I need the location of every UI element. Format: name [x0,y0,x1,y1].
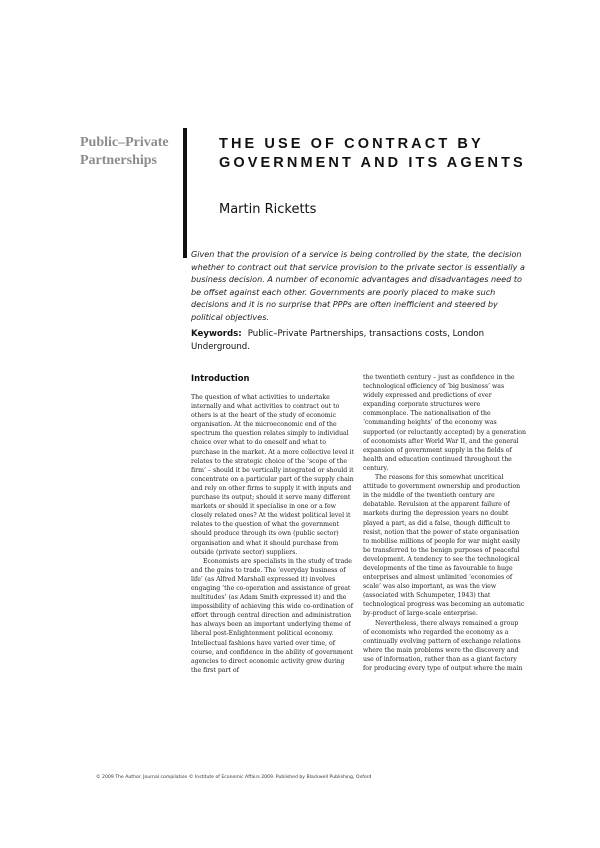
section-label: Public–Private Partnerships [80,135,169,168]
paragraph: The question of what activities to undertake internally and what activities to contract out to others is at the heart of the study of economic organisation. At the microeconomic end of the spectrum the question relates simply to individual choice over what to do oneself and what to purchase in the market. At a more collective level it relates to the strategic choice of the ‘scope of the firm’ – should it be vertically integrated or should it concentrate on a particular part of the supply chain and rely on other firms to supply it with inputs and purchase its output; should it serve many different markets or should it specialise in one or a few closely related ones? At the widest political level it relates to the question of what the government should produce through its own (public sector) organisation and what it should purchase from outside (private sector) suppliers. [191,394,354,556]
body-column-right [363,373,526,673]
paragraph: The reasons for this somewhat uncritical attitude to government ownership and production in the middle of the twentieth century are debatable. Revulsion at the apparent failure of markets during the depression years no doubt played a part, as did a false, though difficult to resist, notion that the power of state organisation to mobilise millions of people for war might easily be transferred to the benign purposes of peaceful development. A tendency to see the technological developments of the time as favourable to huge enterprises and almost unlimited ‘economies of scale’ was also important, as was the view (associated with Schumpeter, 1943) that technological progress was becoming an automatic by-product of large-scale enterprise. [363,474,525,618]
article-title: THE USE OF CONTRACT BY GOVERNMENT AND ITS AGENTS [219,136,526,171]
title-rule [183,128,187,258]
keywords-label: Keywords: [191,329,242,339]
paragraph: Nevertheless, there always remained a group of economists who regarded the economy as a continually evolving pattern of exchange relations where the main problems were the discovery and use of information, rather than as a giant factory for producing every type of output where the main [363,619,523,672]
keywords [191,328,521,354]
copyright-footer: © 2009 The Author. Journal compilation © Institute of Economic Affairs 2009. Published by Blackwell Publishing, Oxford [96,775,372,780]
author-name: Martin Ricketts [219,202,317,217]
paragraph: the twentieth century – just as confidence in the technological efficiency of ‘big business’ was widely expressed and predictions of ever expanding corporate structures were commonplace. The nationalisation of the ‘commanding heights’ of the economy was supported (or reluctantly accepted) by a generation of economists after World War II, and the general expansion of government supply in the fields of health and education continued throughout the century. [363,374,526,472]
paragraph: Economists are specialists in the study of trade and the gains to trade. The ‘everyday business of life’ (as Alfred Marshall expressed it) involves engaging ‘the co-operation and assistance of great multitudes’ (as Adam Smith expressed it) and the impossibility of achieving this wide co-ordination of effort through central direction and administration has always been an important underlying theme of liberal post-Enlightenment political economy. Intellectual fashions have varied over time, of course, and confidence in the ability of government agencies to direct economic activity grew during the first part of [191,557,354,674]
keywords-text: Public–Private Partnerships, transactions costs, London Underground. [191,329,485,352]
section-heading-introduction: Introduction [191,373,250,383]
abstract: Given that the provision of a service is being controlled by the state, the decision whether to contract out that service provision to the private sector is essentially a business decision. A number of economic advantages and disadvantages need to be offset against each other. Governments are poorly placed to make such decisions and it is no surprise that PPPs are often inefficient and steered by political objectives. [191,249,525,322]
body-column-left [191,373,354,675]
